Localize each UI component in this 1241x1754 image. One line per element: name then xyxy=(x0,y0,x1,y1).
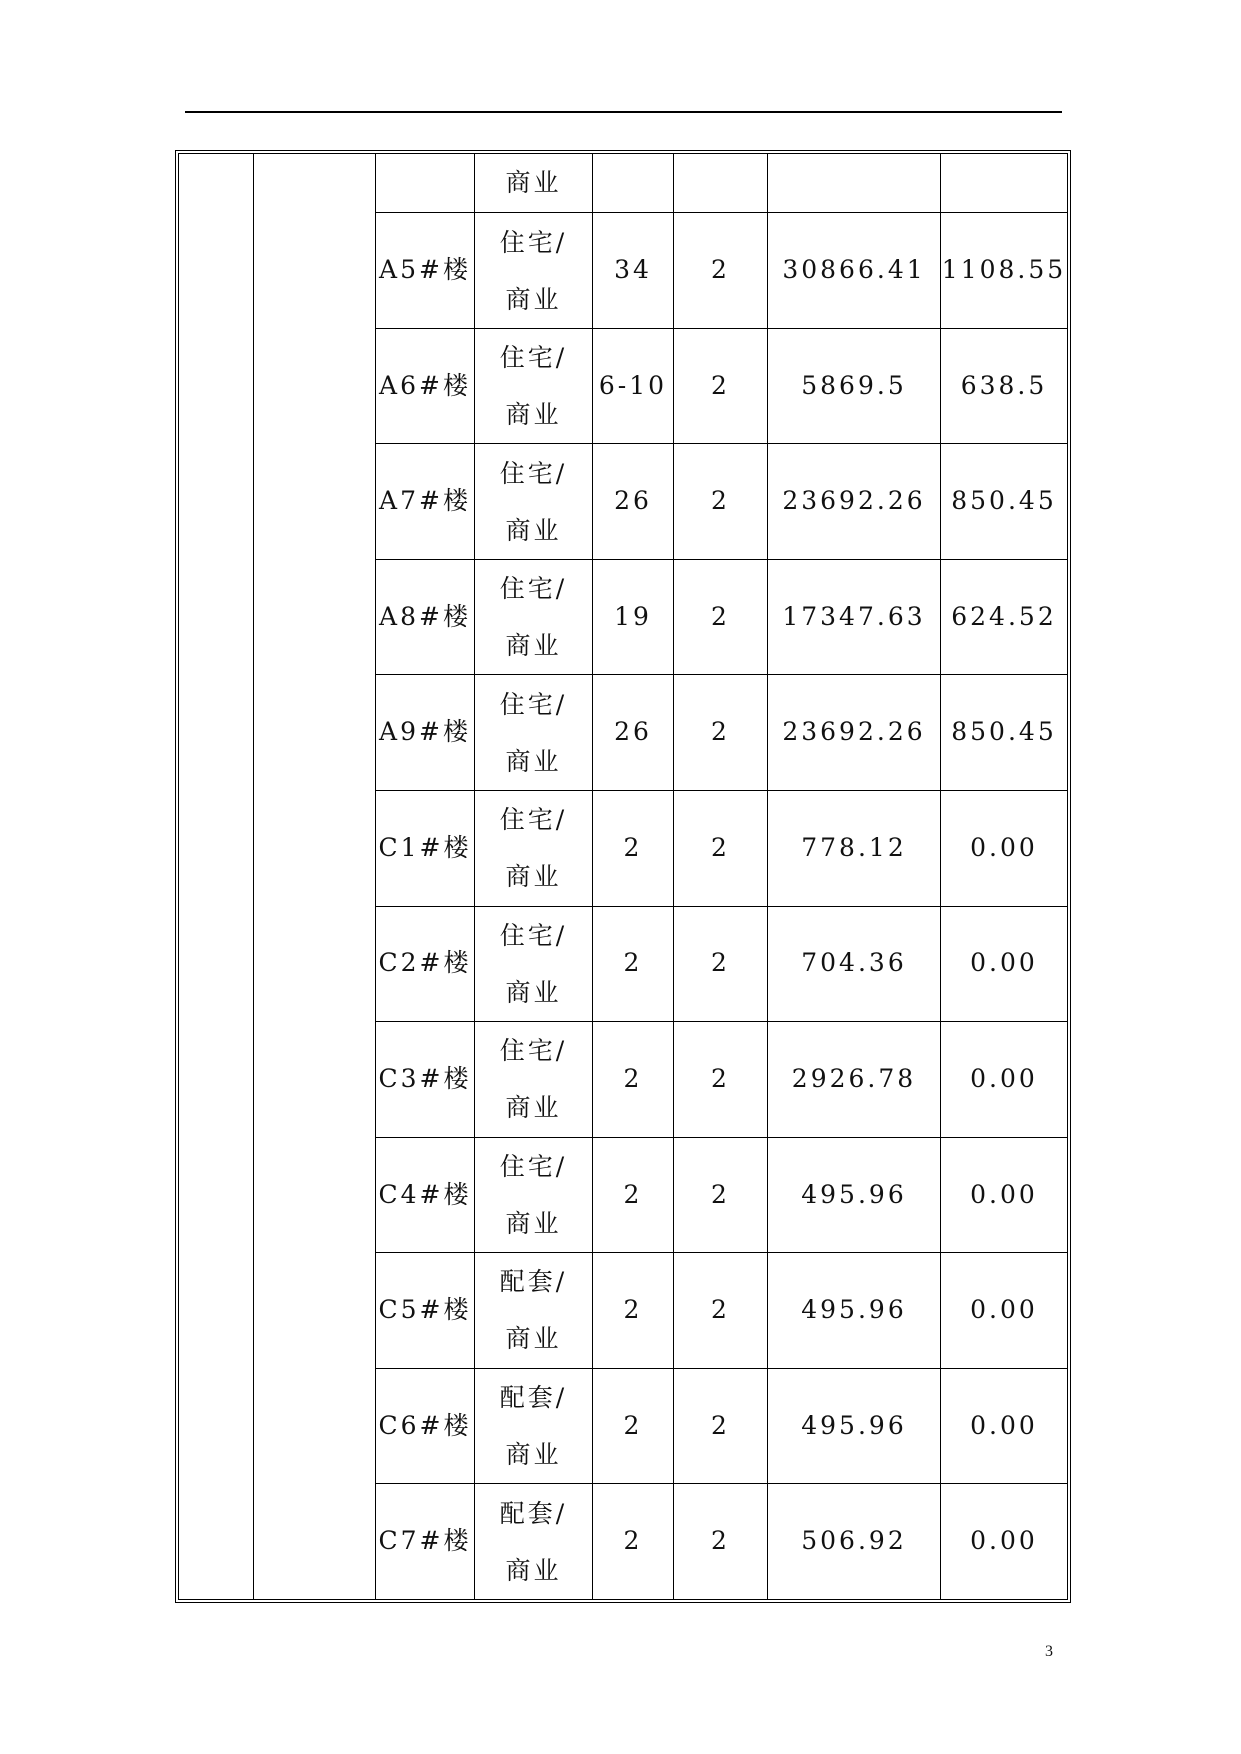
building-name-cell: C1#楼 xyxy=(376,791,475,907)
basement-cell: 2 xyxy=(674,791,768,907)
use-type-cell xyxy=(475,791,593,907)
area-below-cell: 624.52 xyxy=(941,559,1068,675)
area-below-cell: 0.00 xyxy=(941,1022,1068,1138)
area-above-cell: 23692.26 xyxy=(768,444,941,560)
area-below-cell xyxy=(941,154,1068,213)
merged-cell-1 xyxy=(179,154,254,1600)
use-type-line1: 配套/ xyxy=(499,1267,568,1297)
building-name-cell: C7#楼 xyxy=(376,1484,475,1600)
building-name-cell: C3#楼 xyxy=(376,1022,475,1138)
area-below-cell: 0.00 xyxy=(941,791,1068,907)
building-name-cell xyxy=(376,154,475,213)
use-type-line2: 商业 xyxy=(505,1093,562,1123)
use-type-cell xyxy=(475,1368,593,1484)
basement-cell xyxy=(674,154,768,213)
area-below-cell: 638.5 xyxy=(941,328,1068,444)
building-name-cell: C2#楼 xyxy=(376,906,475,1022)
floors-cell: 26 xyxy=(593,675,674,791)
area-above-cell xyxy=(768,154,941,213)
building-table xyxy=(178,153,1068,1600)
floors-cell: 2 xyxy=(593,1368,674,1484)
use-type-cell xyxy=(475,444,593,560)
use-type-line1: 住宅/ xyxy=(499,343,568,373)
area-above-cell: 30866.41 xyxy=(768,213,941,329)
area-above-cell: 495.96 xyxy=(768,1368,941,1484)
basement-cell: 2 xyxy=(674,559,768,675)
basement-cell: 2 xyxy=(674,1253,768,1369)
use-type-line1: 住宅/ xyxy=(499,1151,568,1181)
use-type-line2: 商业 xyxy=(505,1440,562,1470)
floors-cell: 6-10 xyxy=(593,328,674,444)
use-type-line2: 商业 xyxy=(505,1324,562,1354)
header-rule xyxy=(185,111,1062,113)
basement-cell: 2 xyxy=(674,675,768,791)
area-above-cell: 5869.5 xyxy=(768,328,941,444)
area-above-cell: 495.96 xyxy=(768,1137,941,1253)
floors-cell: 2 xyxy=(593,791,674,907)
use-type-line1: 住宅/ xyxy=(499,920,568,950)
area-below-cell: 1108.55 xyxy=(941,213,1068,329)
area-above-cell: 778.12 xyxy=(768,791,941,907)
floors-cell: 2 xyxy=(593,1253,674,1369)
area-below-cell: 0.00 xyxy=(941,1137,1068,1253)
building-name-cell: A6#楼 xyxy=(376,328,475,444)
area-above-cell: 506.92 xyxy=(768,1484,941,1600)
use-type-line1: 配套/ xyxy=(499,1498,568,1528)
use-type-line2: 商业 xyxy=(505,515,562,545)
use-type-cell xyxy=(475,675,593,791)
use-type-cell xyxy=(475,1484,593,1600)
use-type-line1: 住宅/ xyxy=(499,689,568,719)
use-type-line2: 商业 xyxy=(505,631,562,661)
use-type-line1: 住宅/ xyxy=(499,1036,568,1066)
use-type-line2: 商业 xyxy=(505,746,562,776)
basement-cell: 2 xyxy=(674,1484,768,1600)
use-type-cell xyxy=(475,559,593,675)
use-type-line2: 商业 xyxy=(505,977,562,1007)
use-type-cell xyxy=(475,1253,593,1369)
basement-cell: 2 xyxy=(674,906,768,1022)
floors-cell: 2 xyxy=(593,1022,674,1138)
area-above-cell: 495.96 xyxy=(768,1253,941,1369)
use-type-cell xyxy=(475,213,593,329)
use-type-line2: 商业 xyxy=(505,1208,562,1238)
floors-cell: 26 xyxy=(593,444,674,560)
building-name-cell: A8#楼 xyxy=(376,559,475,675)
building-name-cell: C6#楼 xyxy=(376,1368,475,1484)
area-below-cell: 0.00 xyxy=(941,1253,1068,1369)
use-type-line1: 住宅/ xyxy=(499,458,568,488)
area-below-cell: 850.45 xyxy=(941,444,1068,560)
building-name-cell: A5#楼 xyxy=(376,213,475,329)
use-type-line1: 配套/ xyxy=(499,1383,568,1413)
use-type-cell xyxy=(475,906,593,1022)
area-below-cell: 850.45 xyxy=(941,675,1068,791)
use-type-cell: 商业 xyxy=(475,154,593,213)
use-type-cell xyxy=(475,328,593,444)
basement-cell: 2 xyxy=(674,213,768,329)
use-type-line1: 住宅/ xyxy=(499,574,568,604)
floors-cell: 2 xyxy=(593,906,674,1022)
use-type-line2: 商业 xyxy=(505,1555,562,1585)
floors-cell: 2 xyxy=(593,1137,674,1253)
area-above-cell: 704.36 xyxy=(768,906,941,1022)
use-type-cell xyxy=(475,1022,593,1138)
area-below-cell: 0.00 xyxy=(941,1484,1068,1600)
area-below-cell: 0.00 xyxy=(941,906,1068,1022)
use-type-line1: 住宅/ xyxy=(499,805,568,835)
area-above-cell: 2926.78 xyxy=(768,1022,941,1138)
building-name-cell: C5#楼 xyxy=(376,1253,475,1369)
basement-cell: 2 xyxy=(674,1137,768,1253)
use-type-line2: 商业 xyxy=(505,862,562,892)
use-type-line1: 住宅/ xyxy=(499,227,568,257)
building-name-cell: A9#楼 xyxy=(376,675,475,791)
building-name-cell: A7#楼 xyxy=(376,444,475,560)
area-below-cell: 0.00 xyxy=(941,1368,1068,1484)
use-type-line2: 商业 xyxy=(505,284,562,314)
floors-cell: 19 xyxy=(593,559,674,675)
building-name-cell: C4#楼 xyxy=(376,1137,475,1253)
area-above-cell: 23692.26 xyxy=(768,675,941,791)
use-type-cell xyxy=(475,1137,593,1253)
floors-cell: 34 xyxy=(593,213,674,329)
basement-cell: 2 xyxy=(674,1368,768,1484)
merged-cell-2 xyxy=(254,154,376,1600)
building-table-frame xyxy=(175,150,1071,1603)
table-row xyxy=(179,154,1068,213)
basement-cell: 2 xyxy=(674,328,768,444)
basement-cell: 2 xyxy=(674,1022,768,1138)
area-above-cell: 17347.63 xyxy=(768,559,941,675)
use-type-line2: 商业 xyxy=(505,400,562,430)
floors-cell xyxy=(593,154,674,213)
page-number: 3 xyxy=(1045,1643,1053,1660)
floors-cell: 2 xyxy=(593,1484,674,1600)
basement-cell: 2 xyxy=(674,444,768,560)
